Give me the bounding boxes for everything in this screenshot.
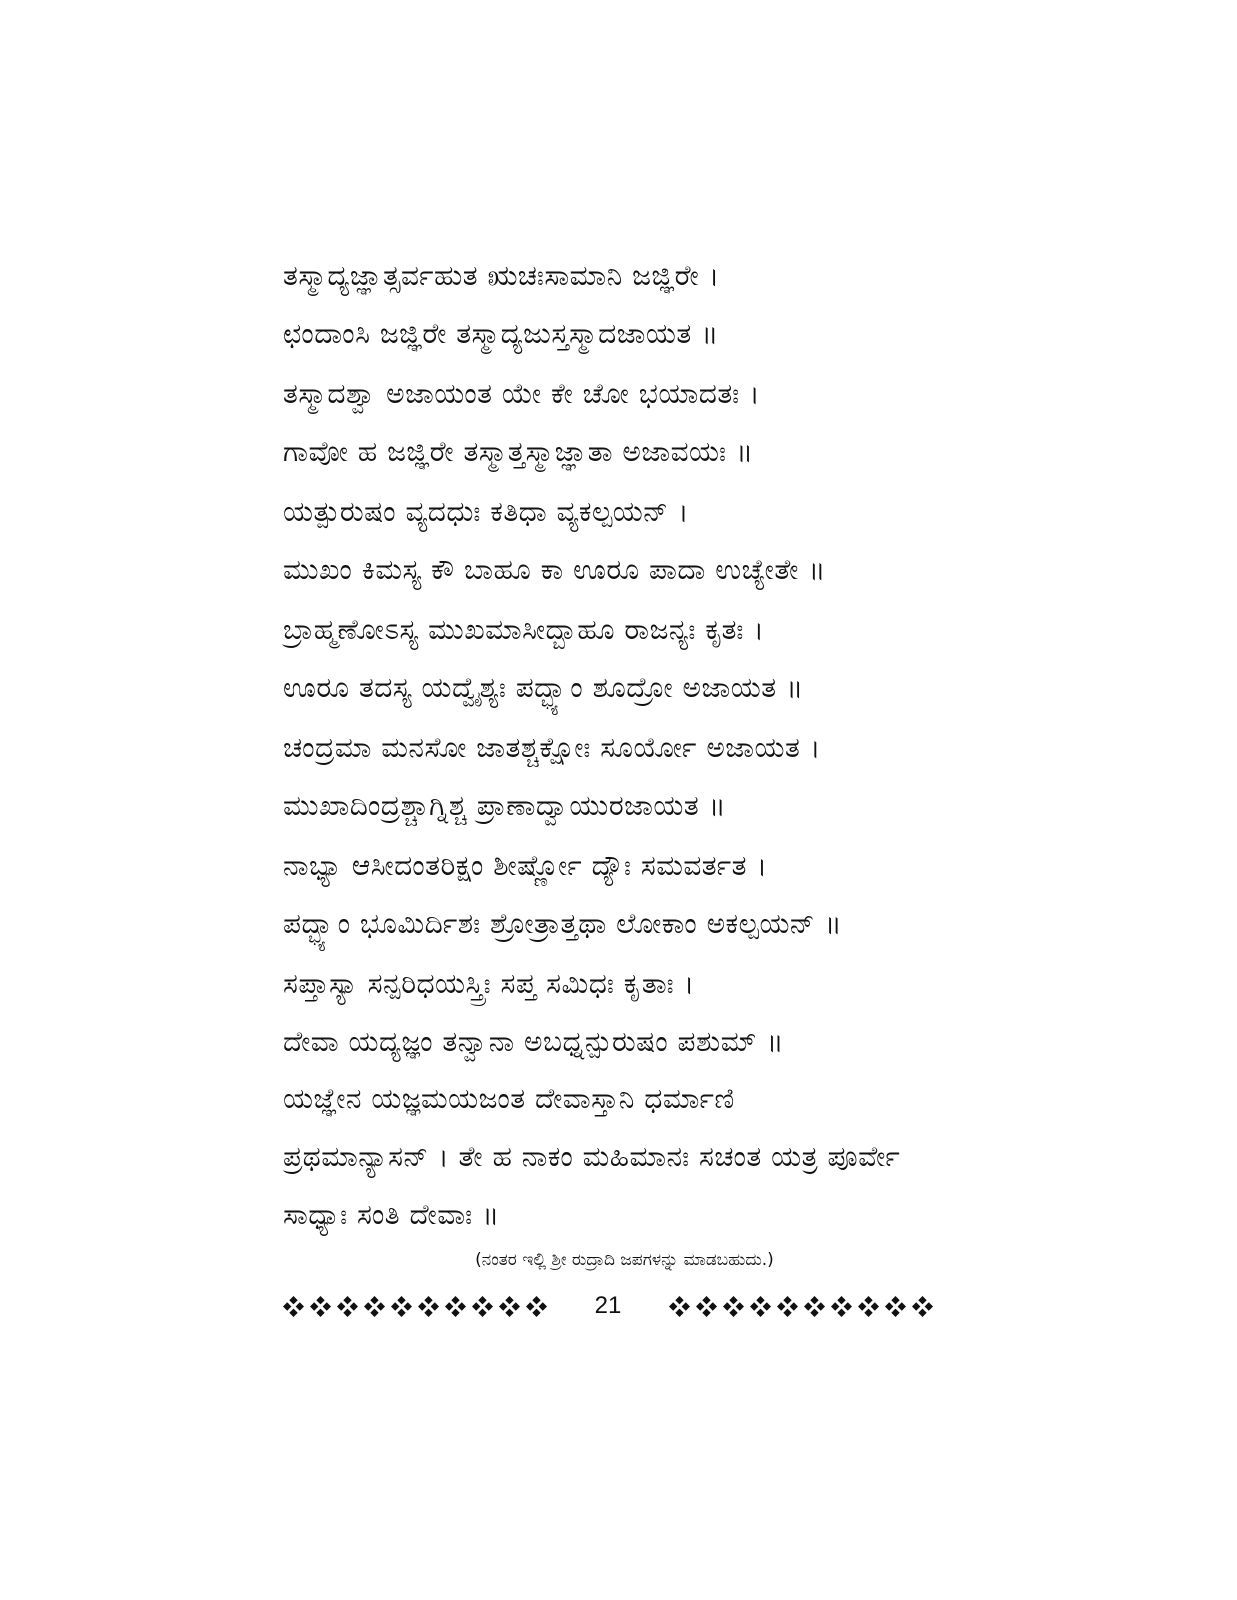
- four-diamond-ornament: [669, 1296, 690, 1317]
- four-diamond-ornament: [912, 1296, 933, 1317]
- four-diamond-ornament: [858, 1296, 879, 1317]
- verse-line: ಯತ್ಪುರುಷಂ ವ್ಯದಧುಃ ಕತಿಧಾ ವ್ಯಕಲ್ಪಯನ್ ।: [283, 495, 689, 528]
- four-diamond-ornament: [723, 1296, 744, 1317]
- verse-line: ಸಾಧ್ಯಾಃ ಸಂತಿ ದೇವಾಃ ॥: [283, 1198, 500, 1231]
- four-diamond-ornament: [831, 1296, 852, 1317]
- verse-line: ಪ್ರಥಮಾನ್ಯಾಸನ್ । ತೇ ಹ ನಾಕಂ ಮಹಿಮಾನಃ ಸಚಂತ ಯತ್ರ ಪೂರ್ವೇ: [283, 1140, 901, 1173]
- verse-line: ದೇವಾ ಯದ್ಯಜ್ಞಂ ತನ್ವಾನಾ ಅಬಧ್ನನ್ಪುರುಷಂ ಪಶುಮ್ ॥: [283, 1025, 784, 1058]
- verse-2: [283, 365, 963, 481]
- verse-line: ಪದ್ಭ್ಯಾಂ ಭೂಮಿರ್ದಿಶಃ ಶ್ರೋತ್ರಾತ್ತಥಾ ಲೋಕಾಂ ಅಕಲ್ಪಯನ್ ॥: [283, 907, 843, 940]
- ornament-row-left: [283, 1296, 547, 1317]
- verse-8: [283, 1070, 963, 1244]
- four-diamond-ornament: [310, 1296, 331, 1317]
- four-diamond-ornament: [472, 1296, 493, 1317]
- verse-6: [283, 837, 963, 953]
- verse-line: ನಾಭ್ಯಾ ಆಸೀದಂತರಿಕ್ಷಂ ಶೀರ್ಷ್ಣೋ ದ್ಯೌಃ ಸಮವರ್ತತ ।: [283, 849, 768, 882]
- four-diamond-ornament: [418, 1296, 439, 1317]
- four-diamond-ornament: [804, 1296, 825, 1317]
- footnote: (ನಂತರ ಇಲ್ಲಿ ಶ್ರೀ ರುದ್ರಾದಿ ಜಪಗಳನ್ನು ಮಾಡಬಹುದು.): [475, 1250, 774, 1270]
- four-diamond-ornament: [364, 1296, 385, 1317]
- four-diamond-ornament: [391, 1296, 412, 1317]
- four-diamond-ornament: [750, 1296, 771, 1317]
- four-diamond-ornament: [696, 1296, 717, 1317]
- verse-7: [283, 955, 963, 1071]
- verse-line: ಸಪ್ತಾಸ್ಯಾ ಸನ್ಪರಿಧಯಸ್ತ್ರಿಃ ಸಪ್ತ ಸಮಿಧಃ ಕೃತಾಃ ।: [283, 967, 695, 1000]
- verse-line: ಚಂದ್ರಮಾ ಮನಸೋ ಜಾತಶ್ಚಕ್ಷೋಃ ಸೂರ್ಯೋ ಅಜಾಯತ ।: [283, 731, 821, 764]
- verse-5: [283, 719, 963, 835]
- verse-line: ಮುಖಂ ಕಿಮಸ್ಯ ಕೌ ಬಾಹೂ ಕಾ ಊರೂ ಪಾದಾ ಉಚ್ಯೇತೇ ॥: [283, 553, 826, 586]
- verse-line: ಊರೂ ತದಸ್ಯ ಯದ್ವೈಶ್ಯಃ ಪದ್ಭ್ಯಾಂ ಶೂದ್ರೋ ಅಜಾಯತ ॥: [283, 671, 804, 704]
- four-diamond-ornament: [777, 1296, 798, 1317]
- verse-line: ಬ್ರಾಹ್ಮಣೋಽಸ್ಯ ಮುಖಮಾಸೀದ್ಬಾಹೂ ರಾಜನ್ಯಃ ಕೃತಃ ।: [283, 613, 765, 646]
- verse-line: ಯಜ್ಞೇನ ಯಜ್ಞಮಯಜಂತ ದೇವಾಸ್ತಾನಿ ಧರ್ಮಾಣಿ: [283, 1082, 735, 1115]
- four-diamond-ornament: [526, 1296, 547, 1317]
- four-diamond-ornament: [885, 1296, 906, 1317]
- verse-line: ಗಾವೋ ಹ ಜಜ್ಞಿರೇ ತಸ್ಮಾತ್ತಸ್ಮಾಜ್ಞಾತಾ ಅಜಾವಯಃ ॥: [283, 435, 754, 468]
- verse-line: ಛಂದಾಂಸಿ ಜಜ್ಞಿರೇ ತಸ್ಮಾದ್ಯಜುಸ್ತಸ್ಮಾದಜಾಯತ ॥: [283, 317, 719, 350]
- verse-line: ಮುಖಾದಿಂದ್ರಶ್ಚಾಗ್ನಿಶ್ಚ ಪ್ರಾಣಾದ್ವಾಯುರಜಾಯತ ॥: [283, 789, 727, 822]
- verse-line: ತಸ್ಮಾದಶ್ವಾ ಅಜಾಯಂತ ಯೇ ಕೇ ಚೋ ಭಯಾದತಃ ।: [283, 377, 761, 410]
- four-diamond-ornament: [499, 1296, 520, 1317]
- verse-4: [283, 601, 963, 717]
- verse-3: [283, 483, 963, 599]
- verse-1: [283, 247, 963, 363]
- four-diamond-ornament: [283, 1296, 304, 1317]
- ornament-row-right: [669, 1296, 933, 1317]
- four-diamond-ornament: [445, 1296, 466, 1317]
- verse-line: ತಸ್ಮಾದ್ಯಜ್ಞಾತ್ಸರ್ವಹುತ ಋಚಃಸಾಮಾನಿ ಜಜ್ಞಿರೇ ।: [283, 259, 720, 292]
- four-diamond-ornament: [337, 1296, 358, 1317]
- page-number: 21: [594, 1292, 622, 1319]
- page-footer: [283, 1288, 933, 1324]
